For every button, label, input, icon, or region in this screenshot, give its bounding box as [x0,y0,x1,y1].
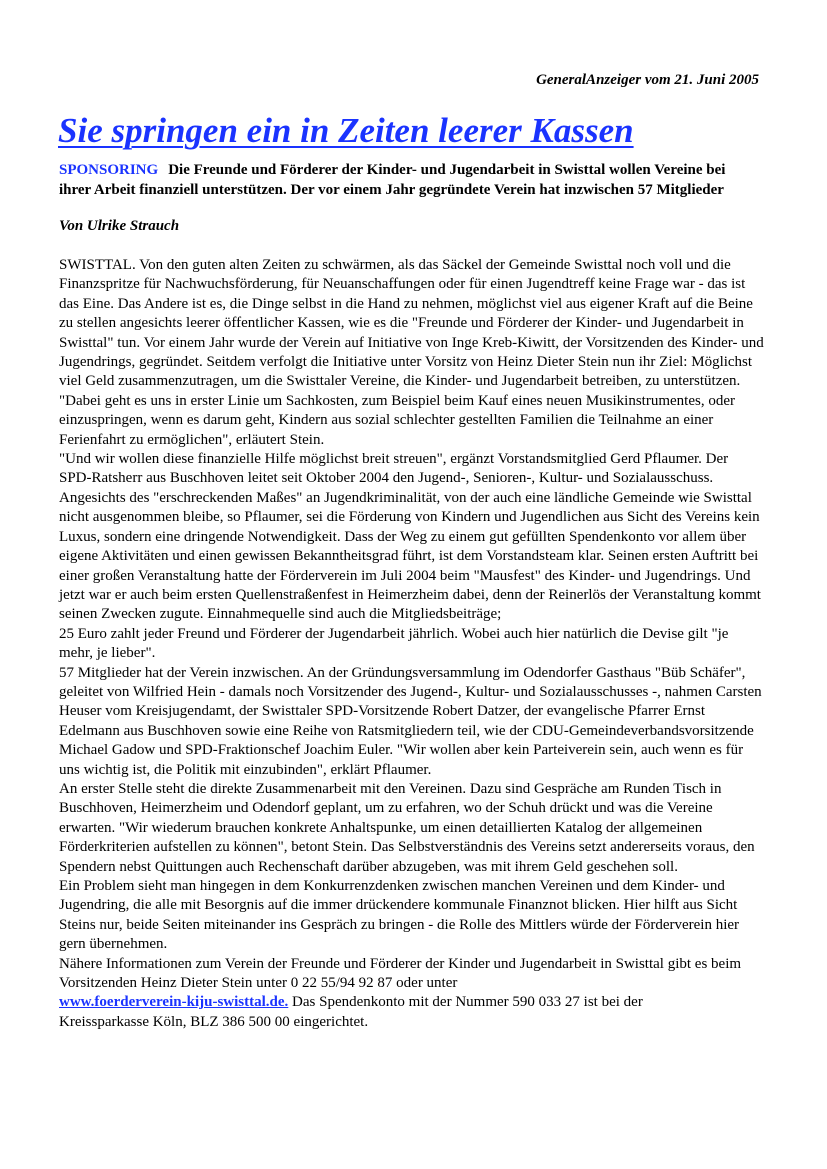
article-body [59,256,764,1032]
body-paragraph-6: Ein Problem sieht man hingegen in dem Konkurrenzdenken zwischen manchen Vereinen und dem Kinder- und Jugendring, die alle mit Besorgnis auf die immer drückendere kommunale Finanznot blicken. Hier hilft aus Sicht Steins nur, beide Seiten miteinander ins Gespräch zu bringen - die Rolle des Mittlers würde der Förderverein hier gern übernehmen. [59,878,740,953]
source-line: GeneralAnzeiger vom 21. Juni 2005 [536,72,759,88]
body-paragraph-2: "Und wir wollen diese finanzielle Hilfe möglichst breit streuen", ergänzt Vorstandsmitglied Gerd Pflaumer. Der SPD-Ratsherr aus Buschhoven leitet seit Oktober 2004 den Jugend-, Senioren-, Kultur- und Sozialausschuss. Angesichts des "erschreckenden Maßes" an Jugendkriminalität, von der auch eine ländliche Gemeinde wie Swisttal nicht ausgenommen bleibe, so Pflaumer, sei die Förderung von Kindern und Jugendlichen aus Sicht des Vereins kein Luxus, sondern eine dringende Notwendigkeit. Dass der Weg zu einem gut gefüllten Spendenkonto vor allem über eigene Aktivitäten und einen gewissen Bekanntheitsgrad führt, ist dem Vorstandsteam klar. Seinen ersten Auftritt bei einer großen Veranstaltung hatte der Förderverein im Juli 2004 beim "Mausfest" des Kinder- und Jugendrings. Und jetzt war er auch beim ersten Quellenstraßenfest in Heimerzheim dabei, denn der Reinerlös der Veranstaltung kommt seinen Zwecken zugute. Einnahmequelle sind auch die Mitgliedsbeiträge; [59,451,761,623]
lead-text: Die Freunde und Förderer der Kinder- und Jugendarbeit in Swisttal wollen Vereine bei ihrer Arbeit finanziell unterstützen. Der vor einem Jahr gegründete Verein hat inzwischen 57 Mitglieder [59,162,726,198]
author-byline: Von Ulrike Strauch [59,218,180,234]
headline: Sie springen ein in Zeiten leerer Kassen [58,111,634,150]
closing-last-line: Kreissparkasse Köln, BLZ 386 500 00 eingerichtet. [59,1013,369,1030]
kicker-label: SPONSORING [59,162,159,178]
body-paragraph-4: 57 Mitglieder hat der Verein inzwischen. An der Gründungsversammlung im Odendorfer Gasthaus "Büb Schäfer", geleitet von Wilfried Hein - damals noch Vorsitzender des Jugend-, Kultur- und Sozialausschusses -, nahmen Carsten Heuser vom Kreisjugendamt, der Swisttaler SPD-Vorsitzende Robert Datzer, der evangelische Pfarrer Ernst Edelmann aus Buschhoven sowie eine Reihe von Ratsmitgliedern teil, wie der CDU-Gemeindeverbandsvorsitzende Michael Gadow und SPD-Fraktionschef Joachim Euler. "Wir wollen aber kein Parteiverein sein, auch wenn es für uns wichtig ist, die Politik mit einzubinden", erklärt Pflaumer. [59,664,762,778]
closing-paragraph [59,955,764,1033]
closing-text: Nähere Informationen zum Verein der Freunde und Förderer der Kinder und Jugendarbeit in Swisttal gibt es beim Vorsitzenden Heinz Dieter Stein unter 0 22 55/94 92 87 oder unter [59,955,742,992]
body-paragraph-1: SWISTTAL. Von den guten alten Zeiten zu schwärmen, als das Säckel der Gemeinde Swisttal noch voll und die Finanzspritze für Nachwuchsförderung, für Neuanschaffungen oder für einen Jugendtreff keine Frage war - das ist das Eine. Das Andere ist es, die Dinge selbst in die Hand zu nehmen, möglichst viel aus eigener Kraft auf die Beine zu stellen angesichts leerer öffentlicher Kassen, wie es die "Freunde und Förderer der Kinder- und Jugendarbeit in Swisttal" tun. Vor einem Jahr wurde der Verein auf Initiative von Inge Kreb-Kiwitt, der Vorsitzenden des Kinder- und Jugendrings, gegründet. Seitdem verfolgt die Initiative unter Vorsitz von Heinz Dieter Stein nun ihr Ziel: Möglichst viel Geld zusammenzutragen, um die Swisttaler Vereine, die Kinder- und Jugendarbeit betreiben, zu unterstützen. "Dabei geht es uns in erster Linie um Sachkosten, zum Beispiel beim Kauf eines neuen Musikinstrumentes, oder einzuspringen, wenn es darum geht, Kindern aus sozial schlechter gestellten Familien die Teilnahme an einer Ferienfahrt zu ermöglichen", erläutert Stein. [59,257,764,448]
body-paragraph-5: An erster Stelle steht die direkte Zusammenarbeit mit den Vereinen. Dazu sind Gespräche am Runden Tisch in Buschhoven, Heimerzheim und Odendorf geplant, um zu erfahren, wo der Schuh drückt und was die Vereine erwarten. "Wir wiederum brauchen konkrete Anhaltspunke, um einen detaillierten Katalog der allgemeinen Förderkriterien aufstellen zu können", betont Stein. Das Selbstverständnis des Vereins setzt andererseits voraus, den Spendern nebst Quittungen auch Rechenschaft darüber abzugeben, was mit ihrem Geld geschehen soll. [59,780,755,875]
website-link[interactable]: www.foerderverein-kiju-swisttal.de. [59,994,289,1011]
body-paragraph-3: 25 Euro zahlt jeder Freund und Förderer der Jugendarbeit jährlich. Wobei auch hier natürlich die Devise gilt "je mehr, je lieber". [59,625,729,662]
lead-paragraph [59,161,759,200]
closing-text-after-link: Das Spendenkonto mit der Nummer 590 033 27 ist bei der [288,994,643,1011]
